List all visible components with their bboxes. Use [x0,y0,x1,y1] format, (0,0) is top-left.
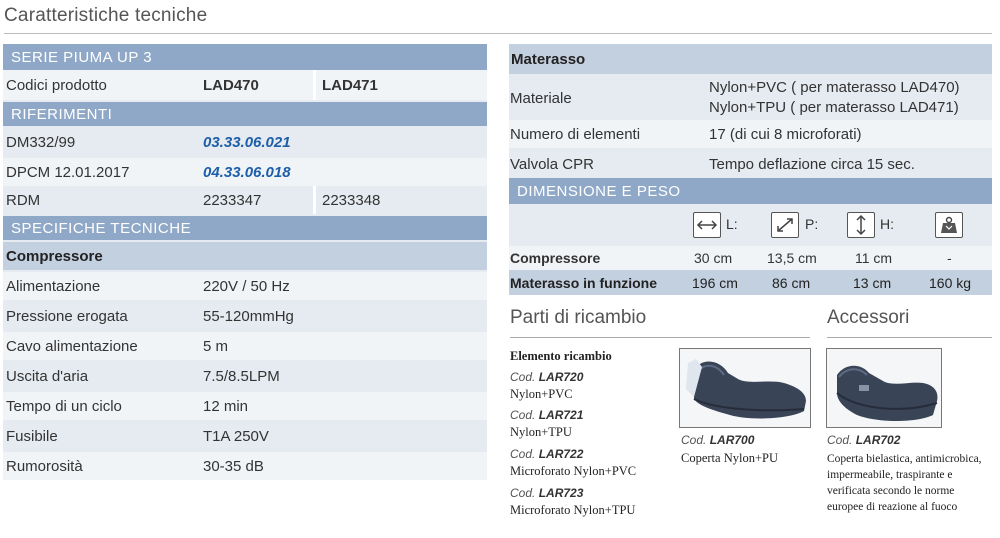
dm-label: DM332/99 [6,133,76,151]
compressor-dim-label: Compressore [510,250,601,266]
references-header-text: RIFERIMENTI [11,105,113,123]
rdm-a: 2233347 [203,191,262,209]
mattress-depth: 86 cm [772,274,811,291]
spare-desc: Microforato Nylon+PVC [510,464,637,478]
references-header [3,102,487,126]
material-row [509,76,992,120]
spare-code: Cod. LAR722 [510,447,584,461]
left-spec-table [3,44,487,480]
height-label: H: [880,216,894,232]
spare-desc: Nylon+PVC [510,387,573,401]
spec-label: Tempo di un ciclo [6,397,122,415]
compressor-weight: - [947,250,952,266]
spec-row [3,362,487,390]
product-codes-label: Codici prodotto [6,76,107,94]
title-divider [4,33,992,34]
page-title: Caratteristiche tecniche [4,5,208,26]
spec-value: 55-120mmHg [203,307,294,325]
spec-row [3,272,487,300]
dimension-header-text: DIMENSIONE E PESO [517,182,681,200]
elements-row [509,120,992,148]
spec-label: Rumorosità [6,457,83,475]
dpcm-code: 04.33.06.018 [203,163,291,181]
right-spec-table [509,44,992,295]
compressor-header-text: Compressore [6,247,103,265]
mattress-height: 13 cm [853,274,892,291]
product-code-a: LAD470 [203,76,259,94]
depth-label: P: [805,216,819,232]
dm-code: 03.33.06.021 [203,133,291,151]
accessory-desc-line: impermeabile, traspirante e [827,469,953,481]
compressor-depth: 13,5 cm [767,250,817,266]
spec-row [3,452,487,480]
diagonal-arrow-icon [771,212,799,238]
material-line-2: Nylon+TPU ( per materasso LAD471) [709,99,959,116]
rdm-row [3,186,487,214]
spec-value: 5 m [203,337,229,355]
spare-code: Cod. LAR720 [510,370,584,384]
spec-value: 7.5/8.5LPM [203,367,280,385]
mattress-dim-row [509,270,992,295]
accessory-desc-line: verificata secondo le norme [827,485,955,497]
rdm-b: 2233348 [322,191,381,209]
dpcm-label: DPCM 12.01.2017 [6,163,130,181]
spec-value: 30-35 dB [203,457,264,475]
spec-row [3,422,487,450]
mattress-header-text: Materasso [511,50,586,68]
product-codes-row [3,70,487,100]
compressor-height: 11 cm [855,250,893,266]
cpr-row [509,150,992,178]
spare-desc: Microforato Nylon+TPU [510,503,636,517]
spare-parts-title: Parti di ricambio [510,307,647,328]
cpr-label: Valvola CPR [510,155,594,173]
spare-code: Cod. LAR723 [510,486,584,500]
series-header-text: SERIE PIUMA UP 3 [11,48,153,66]
accessories-divider [827,337,992,338]
elements-value: 17 (di cui 8 microforati) [709,125,862,143]
series-header [3,44,487,70]
spec-label: Uscita d'aria [6,367,89,385]
column-separator [313,186,316,214]
dm-row [3,128,487,156]
specs-header-text: SPECIFICHE TECNICHE [11,219,192,237]
mattress-weight: 160 kg [929,274,972,291]
mattress-header [509,44,992,74]
spec-row [3,332,487,360]
accessory-code: Cod. LAR702 [827,433,901,447]
cover-photo [679,348,811,428]
spare-desc: Nylon+TPU [510,425,572,439]
accessory-desc [827,451,982,515]
spec-row [3,302,487,330]
accessory-desc-line: Coperta bielastica, antimicrobica, [827,453,982,465]
column-separator [313,70,316,100]
mattress-length: 196 cm [692,274,738,291]
specs-header [3,216,487,240]
spare-element-title: Elemento ricambio [510,349,612,363]
spare-parts-divider [510,337,810,338]
dimension-header [509,178,992,204]
length-label: L: [726,216,738,232]
material-label: Materiale [510,89,572,107]
spec-label: Alimentazione [6,277,101,295]
accessories-title: Accessori [827,307,910,328]
spec-row [3,392,487,420]
material-line-1: Nylon+PVC ( per materasso LAD470) [709,79,960,96]
vertical-arrow-icon [847,212,875,238]
horizontal-arrow-icon [693,212,721,238]
spec-label: Fusibile [6,427,58,445]
compressor-header [3,242,487,270]
spec-label: Cavo alimentazione [6,337,138,355]
dpcm-row [3,158,487,186]
accessory-photo [826,348,942,428]
elements-label: Numero di elementi [510,125,641,143]
rdm-label: RDM [6,191,41,209]
compressor-length: 30 cm [694,250,733,266]
cpr-value: Tempo deflazione circa 15 sec. [709,155,915,173]
spec-label: Pressione erogata [6,307,128,325]
spec-value: T1A 250V [203,427,269,445]
mattress-dim-label: Materasso in funzione [510,274,658,291]
compressor-dim-row [509,246,992,270]
accessory-desc-line: europee di reazione al fuoco [827,501,958,513]
cover-desc: Coperta Nylon+PU [681,451,778,465]
dimension-icons-row [509,204,992,246]
cover-code: Cod. LAR700 [681,433,755,447]
product-code-b: LAD471 [322,76,378,94]
spec-value: 220V / 50 Hz [203,277,290,295]
weight-icon [935,212,963,238]
spare-code: Cod. LAR721 [510,408,584,422]
spec-value: 12 min [203,397,249,415]
